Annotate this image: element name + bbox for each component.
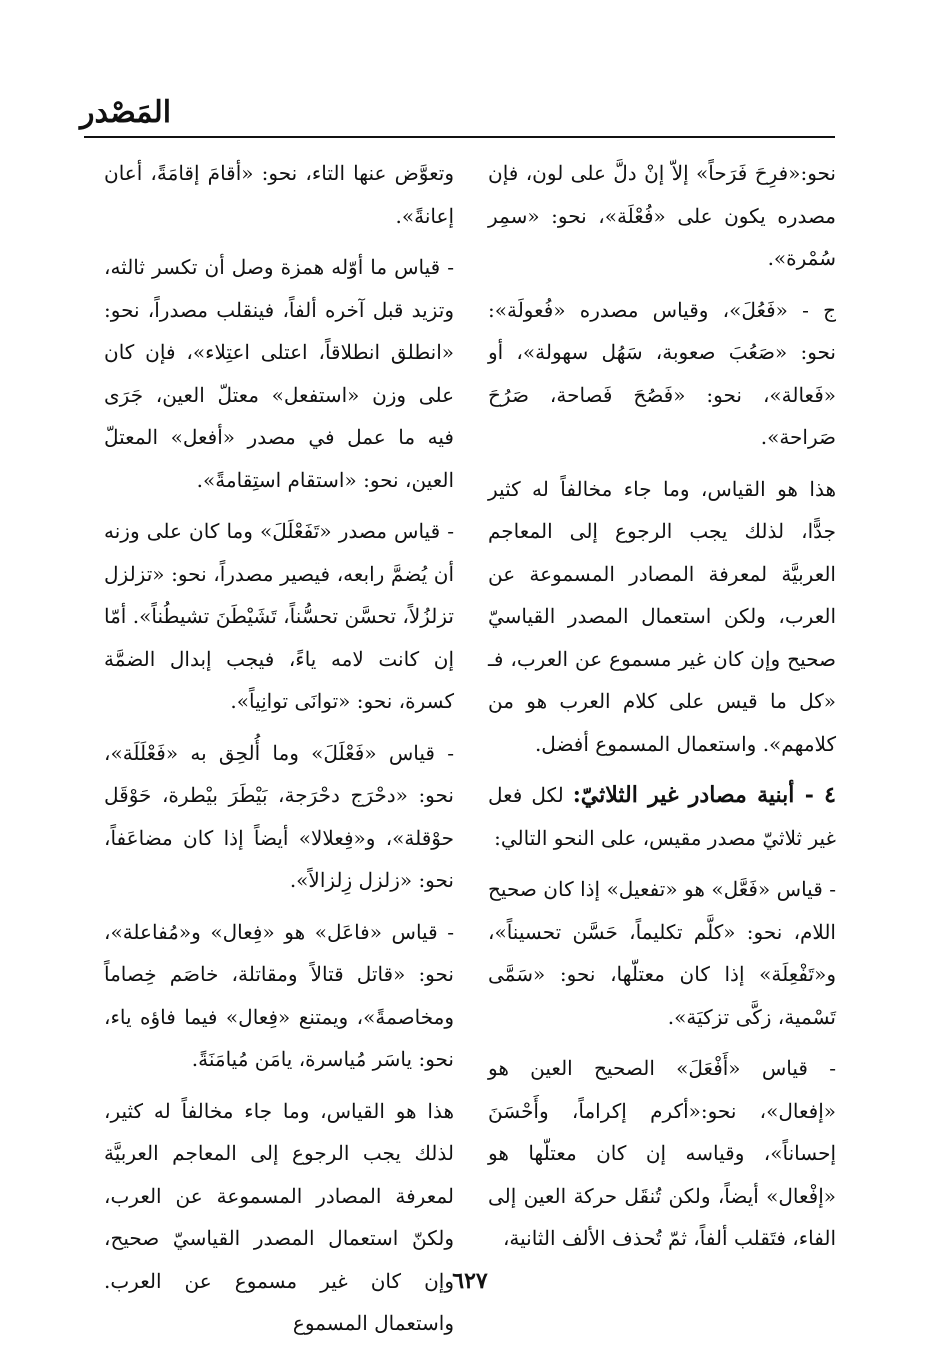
right-paragraph-3: هذا هو القياس، وما جاء مخالفاً له كثير جدًّا، لذلك يجب الرجوع إلى المعاجم العربيَّة لمعرفة المصادر المسموعة عن العرب، ولكن استعمال المصدر القياسيّ صحيح وإن كان غير مسموع عن العرب، فـ «كل ما قيس على كلام العرب هو من كلامهم». واستعمال المسموع أفضل. [488, 476, 836, 756]
header-rule [84, 136, 835, 138]
left-paragraph-4: - قياس «فَعْلَلَ» وما أُلحِق به «فَعْلَلَة»، نحو: «دحْرَج دحْرَجة، بَيْطَرَ بيْطرة، حَوْقَل حوْقلة»، و«فِعلالا» أيضاً إذا كان مضاعَفاً، نحو: «زلزل زِلزالاً». [104, 740, 454, 892]
section-heading: ٤ - أبنية مصادر غير الثلاثيّ: [572, 782, 836, 808]
section-intro-text: لكل فعل غير ثلاثيّ مصدر مقيس، على النحو التالي: [488, 783, 836, 850]
left-paragraph-6: هذا هو القياس، وما جاء مخالفاً له كثير، لذلك يجب الرجوع إلى المعاجم العربيَّة لمعرفة المصادر المسموعة عن العرب، ولكنّ استعمال المصدر القياسيّ صحيح، وإن كان غير مسموع عن العرب. واستعمال المسموع [104, 1098, 454, 1335]
left-paragraph-3: - قياس مصدر «تَفَعْلَلَ» وما كان على وزنه أن يُضمَّ رابعه، فيصير مصدراً، نحو: «تزلزل تزلزُلاً، تحسَّن تحسُّناً، تَشَيْطَنَ تشيطُناً». أمّا إن كانت لامه ياءً، فيجب إبدال الضمَّة كسرة، نحو: «توانَى توانِياً». [104, 519, 454, 713]
left-paragraph-1: وتعوَّض عنها التاء، نحو: «أقامَ إقامَةً، أعان إعانةً». [104, 161, 454, 228]
right-paragraph-5: - قياس «فَعَّل» هو «تفعيل» إذا كان صحيح اللام، نحو: «كلَّم تكليماً، حَسَّن تحسيناً»، و«تَفْعِلَة» إذا كان معتلّها، نحو: «سَمَّى تَسْمية، زكَّى تزكيَة». [488, 877, 836, 1029]
right-column [488, 152, 836, 1269]
running-title: المَصْدر [80, 95, 172, 130]
left-paragraph-5: - قياس «فاعَل» هو «فِعال» و«مُفاعلة»، نحو: «قاتل قتالاً ومقاتلة، خاصَم خِصاماً ومخاصمةً»، ويمتنع «فِعال» فيما فاؤه ياء، نحو: ياسَر مُياسرة، يامَن مُيامَنَةً. [104, 919, 454, 1071]
right-paragraph-2: ج - «فَعُلَ»، وقياس مصدره «فُعولَة»: نحو: «صَعُبَ صعوبة، سَهُل سهولة»، أو «فَعالة»، نحو: «فَصُحَ فَصاحة، صَرُحَ صَراحة». [488, 297, 836, 449]
right-paragraph-6: - قياس «أَفْعَلَ» الصحيح العين هو «إفعال»، نحو:«أكرم إكراماً، وأَحْسَنَ إحساناً»، وقياسه إن كان معتلّها هو «إفْعال» أيضاً، ولكن تُنقَل حركة العين إلى الفاء، فتَقلب ألفاً، ثمّ تُحذف الألف الثانية، [488, 1056, 836, 1250]
right-paragraph-4 [488, 774, 836, 859]
left-paragraph-2: - قياس ما أوّله همزة وصل أن تكسر ثالثه، وتزيد قبل آخره ألفاً، فينقلب مصدراً، نحو: «انطلق انطلاقاً، اعتلى اعتِلاء»، فإن كان على وزن «استفعل» معتلّ العين، جَرَى فيه ما عمل في مصدر «أفعل» المعتلّ العين، نحو: «استقام استِقامةً». [104, 255, 454, 492]
left-column [104, 152, 454, 1354]
right-paragraph-1: نحو:«فرِحَ فَرَحاً» إلاّ إنْ دلَّ على لون، فإن مصدره يكون على «فُعْلَة»، نحو: «سمِر سُمْرة». [488, 161, 836, 270]
page-number: ٦٢٧ [452, 1268, 488, 1294]
